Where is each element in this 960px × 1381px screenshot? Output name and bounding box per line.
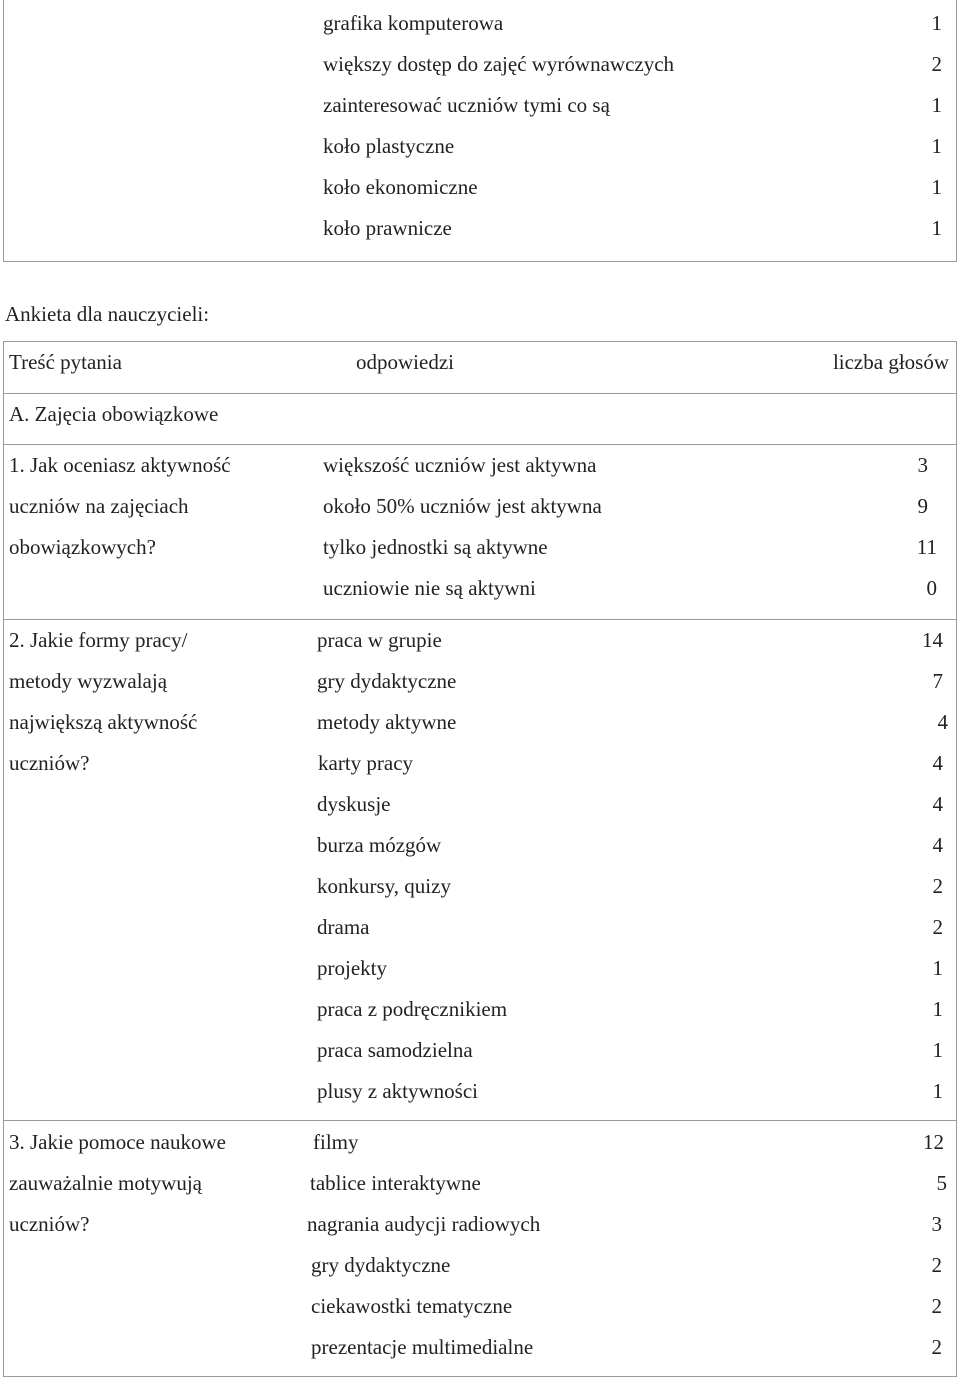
top-list-item-count: 1 — [931, 134, 942, 158]
answer-count: 2 — [931, 1335, 942, 1359]
answer-label: praca samodzielna — [317, 1038, 473, 1062]
answer-label: filmy — [313, 1130, 359, 1154]
question-text: uczniów? — [9, 751, 90, 775]
answer-label: projekty — [317, 956, 387, 980]
answer-count: 5 — [936, 1171, 947, 1195]
answer-label: gry dydaktyczne — [311, 1253, 451, 1277]
question-text: 3. Jakie pomoce naukowe — [9, 1130, 226, 1154]
divider-q2 — [3, 1120, 957, 1121]
answer-count: 12 — [923, 1130, 944, 1154]
answer-count: 1 — [932, 997, 943, 1021]
top-list-item-label: zainteresować uczniów tymi co są — [323, 93, 610, 117]
top-list-item-label: większy dostęp do zajęć wyrównawczych — [323, 52, 675, 76]
answer-count: 9 — [917, 494, 928, 518]
answer-count: 3 — [917, 453, 928, 477]
divider-header — [3, 393, 957, 394]
question-text: uczniów na zajęciach — [9, 494, 189, 518]
answer-count: 14 — [922, 628, 943, 652]
answer-label: drama — [317, 915, 370, 939]
answer-label: burza mózgów — [317, 833, 442, 857]
answer-count: 2 — [931, 1253, 942, 1277]
section-a-title: A. Zajęcia obowiązkowe — [9, 402, 219, 426]
top-list-item-label: koło plastyczne — [323, 134, 455, 158]
answer-count: 2 — [931, 1294, 942, 1318]
header-question: Treść pytania — [9, 350, 122, 374]
question-text: zauważalnie motywują — [9, 1171, 202, 1195]
answer-label: gry dydaktyczne — [317, 669, 457, 693]
question-text: metody wyzwalają — [9, 669, 168, 693]
answer-label: metody aktywne — [317, 710, 457, 734]
top-list-item-count: 1 — [931, 175, 942, 199]
question-text: największą aktywność — [9, 710, 198, 734]
survey-title: Ankieta dla nauczycieli: — [5, 302, 210, 326]
top-list-item-label: grafika komputerowa — [323, 11, 504, 35]
answer-count: 4 — [937, 710, 948, 734]
answer-label: praca w grupie — [317, 628, 442, 652]
answer-label: tablice interaktywne — [310, 1171, 481, 1195]
question-text: uczniów? — [9, 1212, 90, 1236]
answer-label: uczniowie nie są aktywni — [323, 576, 536, 600]
header-answers: odpowiedzi — [356, 350, 454, 374]
top-list-item-count: 1 — [931, 216, 942, 240]
answer-count: 1 — [932, 956, 943, 980]
question-text: 2. Jakie formy pracy/ — [9, 628, 188, 652]
answer-label: około 50% uczniów jest aktywna — [323, 494, 602, 518]
top-list-item-label: koło prawnicze — [323, 216, 452, 240]
header-votes: liczba głosów — [832, 350, 949, 374]
answer-count: 7 — [932, 669, 943, 693]
answer-count: 3 — [931, 1212, 942, 1236]
question-text: obowiązkowych? — [9, 535, 156, 559]
top-list-item-count: 2 — [931, 52, 942, 76]
answer-label: tylko jednostki są aktywne — [323, 535, 548, 559]
answer-count: 4 — [932, 833, 943, 857]
answer-count: 2 — [932, 874, 943, 898]
divider-section-a — [3, 444, 957, 445]
answer-label: karty pracy — [318, 751, 414, 775]
divider-q1 — [3, 619, 957, 620]
answer-count: 0 — [926, 576, 937, 600]
answer-count: 4 — [932, 751, 943, 775]
answer-label: nagrania audycji radiowych — [307, 1212, 541, 1236]
answer-count: 1 — [932, 1038, 943, 1062]
answer-count: 2 — [932, 915, 943, 939]
answer-count: 1 — [932, 1079, 943, 1103]
answer-count: 4 — [932, 792, 943, 816]
answer-label: dyskusje — [317, 792, 391, 816]
answer-label: prezentacje multimedialne — [311, 1335, 534, 1359]
answer-label: ciekawostki tematyczne — [311, 1294, 513, 1318]
top-list-box — [3, 0, 957, 262]
answer-label: plusy z aktywności — [317, 1079, 478, 1103]
top-list-item-count: 1 — [931, 11, 942, 35]
answer-label: konkursy, quizy — [317, 874, 451, 898]
answer-label: praca z podręcznikiem — [317, 997, 508, 1021]
top-list-item-count: 1 — [931, 93, 942, 117]
question-text: 1. Jak oceniasz aktywność — [9, 453, 231, 477]
top-list-item-label: koło ekonomiczne — [323, 175, 478, 199]
answer-count: 11 — [916, 535, 937, 559]
answer-label: większość uczniów jest aktywna — [323, 453, 597, 477]
